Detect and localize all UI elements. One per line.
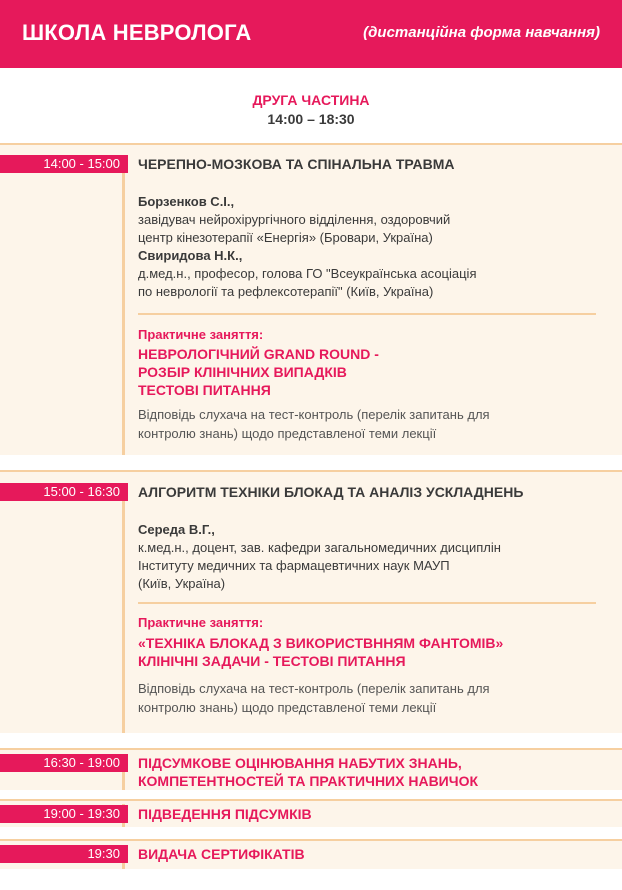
practical-note bbox=[138, 679, 490, 717]
final-time-badge: 16:30 - 19:00 bbox=[0, 754, 128, 772]
note-line: Відповідь слухача на тест-контроль (перелік запитань для bbox=[138, 681, 490, 696]
practical-note bbox=[138, 405, 490, 443]
speaker-name: Середа В.Г., bbox=[138, 522, 215, 537]
practical-title-line: ТЕСТОВІ ПИТАННЯ bbox=[138, 382, 271, 398]
format-subtitle: (дистанційна форма навчання) bbox=[363, 24, 600, 41]
final-item-line: КОМПЕТЕНТНОСТЕЙ ТА ПРАКТИЧНИХ НАВИЧОК bbox=[138, 773, 479, 789]
speaker-affiliation: к.мед.н., доцент, зав. кафедри загальномедичних дисциплін bbox=[138, 540, 501, 555]
session-time-badge: 14:00 - 15:00 bbox=[0, 155, 128, 173]
practical-title-line: КЛІНІЧНІ ЗАДАЧИ - ТЕСТОВІ ПИТАННЯ bbox=[138, 653, 406, 669]
part-time: 14:00 – 18:30 bbox=[267, 111, 355, 127]
note-line: Відповідь слухача на тест-контроль (перелік запитань для bbox=[138, 407, 490, 422]
speaker-name: Борзенков С.І., bbox=[138, 194, 235, 209]
session-divider-line bbox=[122, 772, 125, 790]
section-divider bbox=[138, 313, 596, 315]
final-time-badge: 19:30 bbox=[0, 845, 128, 863]
final-item-line: ПІДВЕДЕННЯ ПІДСУМКІВ bbox=[138, 806, 312, 822]
header-banner bbox=[0, 0, 622, 68]
final-item-title bbox=[138, 805, 312, 823]
speaker-affiliation: по неврології та рефлексотерапії" (Київ, Україна) bbox=[138, 284, 434, 299]
session-title: ЧЕРЕПНО-МОЗКОВА ТА СПІНАЛЬНА ТРАВМА bbox=[138, 156, 455, 172]
section-divider bbox=[138, 602, 596, 604]
practical-title bbox=[138, 634, 503, 670]
session-title: АЛГОРИТМ ТЕХНІКИ БЛОКАД ТА АНАЛІЗ УСКЛАДНЕНЬ bbox=[138, 484, 524, 500]
school-title: ШКОЛА НЕВРОЛОГА bbox=[22, 20, 252, 45]
final-item-title bbox=[138, 845, 305, 863]
note-line: контролю знань) щодо представленої теми лекції bbox=[138, 426, 437, 441]
note-line: контролю знань) щодо представленої теми лекції bbox=[138, 700, 437, 715]
practical-label: Практичне заняття: bbox=[138, 615, 264, 630]
final-item-line: ПІДСУМКОВЕ ОЦІНЮВАННЯ НАБУТИХ ЗНАНЬ, bbox=[138, 755, 462, 771]
speaker-affiliation: (Київ, Україна) bbox=[138, 576, 226, 591]
final-item-title bbox=[138, 754, 478, 790]
practical-title-line: НЕВРОЛОГІЧНИЙ GRAND ROUND - bbox=[138, 346, 379, 362]
session-time-badge: 15:00 - 16:30 bbox=[0, 483, 128, 501]
speaker-affiliation: Інституту медичних та фармацевтичних наук МАУП bbox=[138, 558, 450, 573]
final-item-line: ВИДАЧА СЕРТИФІКАТІВ bbox=[138, 846, 305, 862]
speaker-affiliation: завідувач нейрохірургічного відділення, оздоровчий bbox=[138, 212, 451, 227]
speaker-affiliation: центр кінезотерапії «Енергія» (Бровари, Україна) bbox=[138, 230, 433, 245]
practical-title-line: «ТЕХНІКА БЛОКАД З ВИКОРИСТВННЯМ ФАНТОМІВ» bbox=[138, 635, 504, 651]
practical-label: Практичне заняття: bbox=[138, 327, 264, 342]
final-time-badge: 19:00 - 19:30 bbox=[0, 805, 128, 823]
practical-title-line: РОЗБІР КЛІНІЧНИХ ВИПАДКІВ bbox=[138, 364, 347, 380]
part-name: ДРУГА ЧАСТИНА bbox=[252, 92, 370, 108]
session-divider-line bbox=[122, 172, 125, 455]
speaker-block bbox=[138, 521, 501, 593]
speaker-affiliation: д.мед.н., професор, голова ГО "Всеукраїнська асоціація bbox=[138, 266, 477, 281]
session-divider-line bbox=[122, 500, 125, 733]
practical-title bbox=[138, 345, 379, 399]
speaker-name: Свиридова Н.К., bbox=[138, 248, 243, 263]
speaker-block bbox=[138, 193, 476, 301]
